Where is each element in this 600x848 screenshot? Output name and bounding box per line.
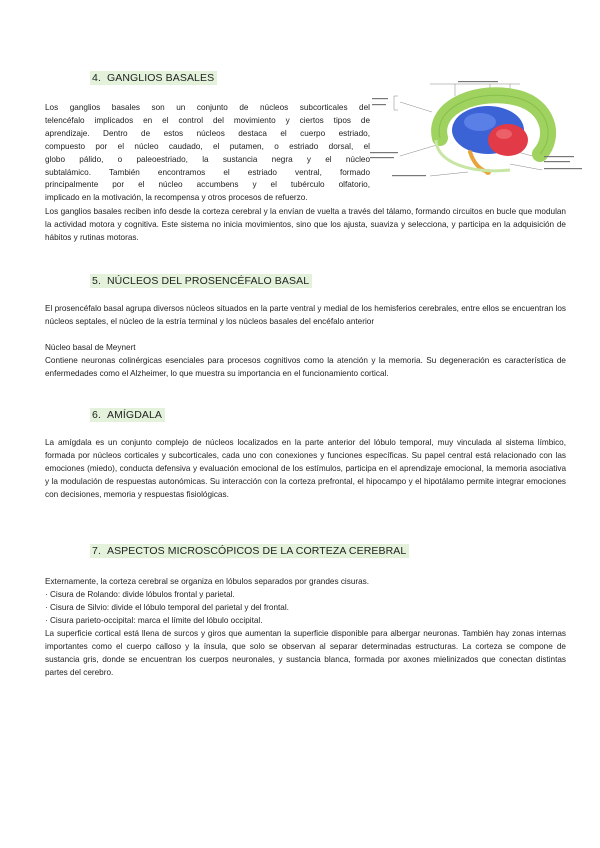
section-4-title: GANGLIOS BASALES: [106, 72, 215, 84]
section-4-number: 4.: [92, 72, 101, 84]
basal-ganglia-illustration: [370, 78, 588, 188]
section-5-number: 5.: [92, 275, 101, 287]
intro-line: aprendizaje. Dentro de estos núcleos destaca el cuerpo estriado,: [45, 128, 370, 138]
section-5-subheading: Núcleo basal de Meynert: [45, 343, 136, 352]
section-7-body: La superficie cortical está llena de surcos y giros que aumentan la superficie disponible para albergar neuronas. También hay zonas internas importantes como el cuerpo calloso y la ínsula, que solo se observan al separar determinadas estructuras. La corteza se compone de sustancia gris, donde se encuentran los cuerpos neuronales, y sustancia blanca, formada por axones mielinizados que conectan distintas partes del cerebro.: [45, 629, 566, 677]
basal-ganglia-figure: [370, 78, 588, 188]
intro-line: implicado en la motivación, la recompensa y otros procesos de refuerzo.: [45, 193, 308, 203]
section-7-title: ASPECTOS MICROSCÓPICOS DE LA CORTEZA CEREBRAL: [106, 545, 407, 557]
intro-line: compuesto por el núcleo caudado, el putamen, o estriado dorsal, el: [45, 141, 370, 151]
section-4-heading: [90, 72, 217, 84]
section-7-list: [45, 576, 566, 628]
cisura-line: · Cisura de Silvio: divide el lóbulo temporal del parietal y del frontal.: [45, 602, 289, 612]
intro-line: subtalámico. También encontramos el estriado ventral, formado: [45, 167, 370, 177]
section-7-heading: [90, 545, 409, 557]
intro-line: principalmente por el núcleo accumbens y el tubérculo olfatorio,: [45, 180, 370, 190]
cisura-line: · Cisura de Rolando: divide lóbulos frontal y parietal.: [45, 589, 235, 599]
cisura-line: Externamente, la corteza cerebral se organiza en lóbulos separados por grandes cisuras.: [45, 577, 370, 586]
intro-line: globo pálido, o paleoestriado, la sustancia negra y el núcleo: [45, 154, 370, 164]
section-7-number: 7.: [92, 545, 101, 557]
section-6-body: La amígdala es un conjunto complejo de núcleos localizados en la parte anterior del lóbulo temporal, muy vinculada al sistema límbico, formada por núcleos corticales y subcorticales, cada uno con conexiones y funciones específicas. Su papel central está relacionado con las emociones (miedo), conducta defensiva y evaluación emocional de los estímulos, participa en el aprendizaje emocional, la memoria asociativa y la modulación de respuestas autonómicas. Su interacción con la corteza prefrontal, el hipocampo y el hipotálamo permite integrar emociones con decisiones, memoria y respuestas fisiológicas.: [45, 438, 566, 499]
intro-line: telencéfalo implicados en el control del movimiento y ciertos tipos de: [45, 115, 370, 125]
section-6-heading: [90, 409, 165, 421]
globus-pallidus: [488, 124, 528, 156]
section-5-body2: Contiene neuronas colinérgicas esenciales para procesos cognitivos como la atención y la memoria. Su degeneración es característica de enfermedades como el Alzheimer, lo que muestra su importancia en el funcionamiento cortical.: [45, 356, 566, 378]
section-6-number: 6.: [92, 409, 101, 421]
section-5-heading: [90, 275, 312, 287]
section-4-body: Los ganglios basales reciben info desde la corteza cerebral y la envían de vuelta a través del tálamo, formando circuitos en bucle que modulan la actividad motora y cognitiva. Este sistema no inicia movimientos, sino que los ajusta, suaviza y selecciona, y participa en la adquisición de hábitos y rutinas motoras.: [45, 207, 566, 242]
section-4-intro: [45, 102, 370, 205]
section-6-title: AMÍGDALA: [106, 409, 163, 421]
section-5-body1: El prosencéfalo basal agrupa diversos núcleos situados en la parte ventral y medial de los hemisferios cerebrales, entre ellos se encuentran los núcleos septales, el núcleo de la estría terminal y los núcleos basales del encéfalo anterior: [45, 304, 566, 326]
intro-line: Los ganglios basales son un conjunto de núcleos subcorticales del: [45, 103, 370, 112]
section-5-title: NÚCLEOS DEL PROSENCÉFALO BASAL: [106, 275, 310, 287]
cisura-line: · Cisura parieto-occipital: marca el límite del lóbulo occipital.: [45, 615, 263, 625]
